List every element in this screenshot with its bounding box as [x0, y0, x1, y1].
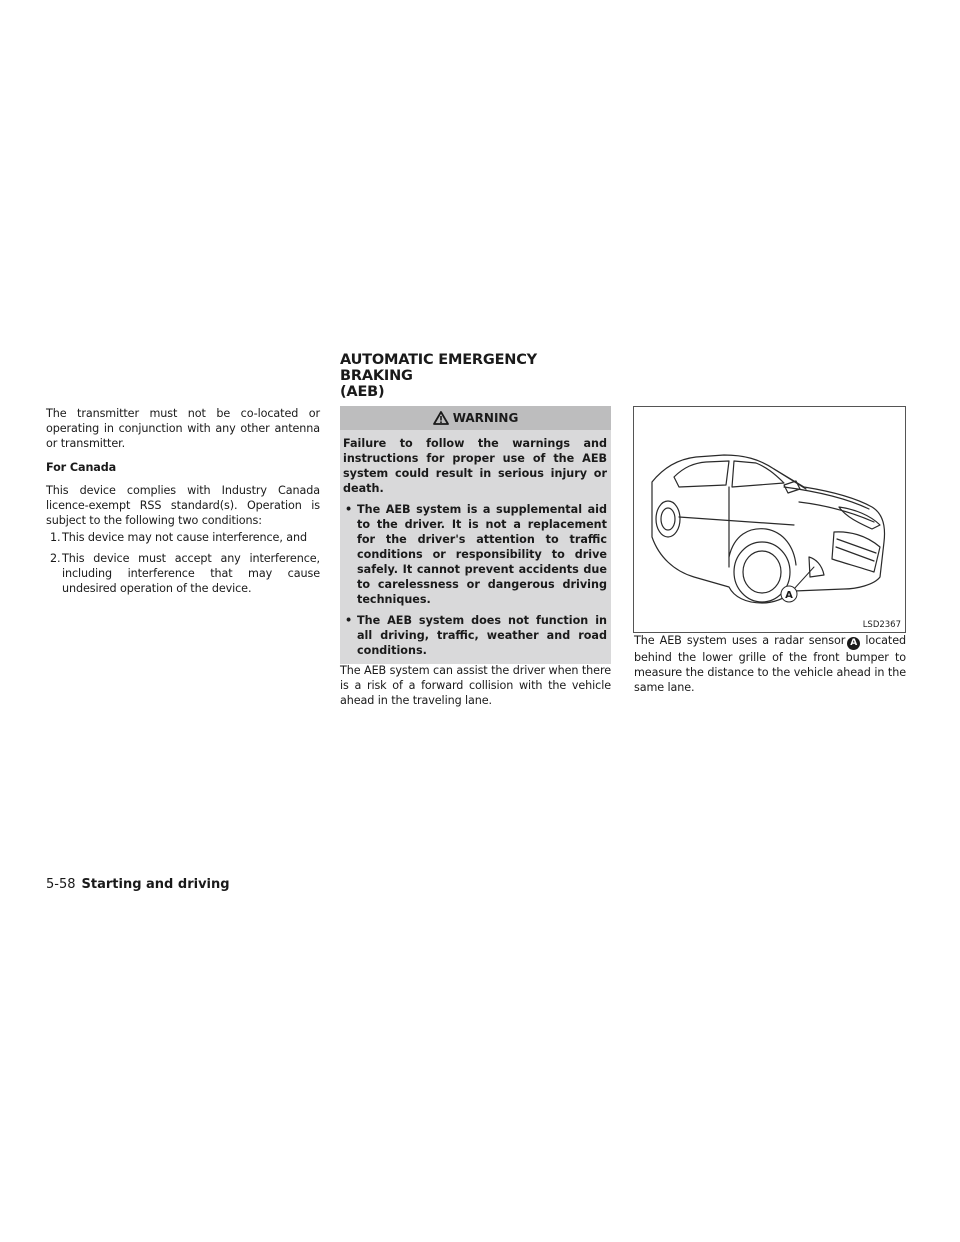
conditions-list	[46, 530, 320, 596]
warning-bullet	[343, 613, 607, 658]
list-item	[46, 530, 320, 545]
list-text: This device must accept any interference, including interference that may cause undesired operation of the device.	[62, 552, 320, 595]
canada-heading: For Canada	[46, 461, 117, 474]
left-column	[46, 406, 320, 602]
intro-paragraph: The transmitter must not be co-located or operating in conjunction with any other antenna or transmitter.	[46, 407, 320, 450]
warning-triangle-icon	[433, 411, 449, 425]
right-text-after: located behind the lower grille of the front bumper to measure the distance to the vehicle ahead in the same lane.	[634, 634, 906, 694]
section-heading-line2: (AEB)	[340, 384, 385, 400]
vehicle-illustration	[634, 407, 905, 632]
warning-intro: Failure to follow the warnings and instructions for proper use of the AEB system could result in serious injury or death.	[343, 437, 607, 495]
page-footer	[46, 877, 230, 892]
list-number: 2.	[50, 552, 61, 565]
callout-label: A	[785, 590, 793, 601]
warning-header	[340, 406, 611, 430]
section-heading-line1: AUTOMATIC EMERGENCY BRAKING	[340, 352, 537, 384]
list-item	[46, 551, 320, 596]
right-paragraph	[634, 633, 906, 695]
figure-code: LSD2367	[862, 620, 901, 630]
warning-bullet-text: The AEB system is a supplemental aid to the driver. It is not a replacement for the driver's attention to traffic conditions or responsibility to drive safely. It cannot prevent accidents due to carelessness or dangerous driving techniques.	[357, 503, 607, 606]
list-text: This device may not cause interference, and	[62, 531, 308, 544]
list-number: 1.	[50, 531, 61, 544]
page-number: 5-58	[46, 877, 76, 892]
warning-box	[340, 406, 611, 664]
section-heading	[340, 352, 611, 400]
warning-bullet-text: The AEB system does not function in all driving, traffic, weather and road conditions.	[357, 614, 607, 657]
warning-title: WARNING	[452, 411, 519, 425]
middle-paragraph: The AEB system can assist the driver when there is a risk of a forward collision with the vehicle ahead in the traveling lane.	[340, 664, 611, 707]
warning-body	[340, 430, 611, 664]
sensor-marker-icon: A	[847, 637, 860, 650]
warning-bullet	[343, 502, 607, 607]
bullet-dot: •	[345, 503, 353, 516]
canada-paragraph: This device complies with Industry Canada licence-exempt RSS standard(s). Operation is subject to the following two conditions:	[46, 484, 320, 527]
bullet-dot: •	[345, 614, 353, 627]
right-text-before: The AEB system uses a radar sensor	[634, 634, 846, 647]
chapter-title: Starting and driving	[81, 877, 230, 892]
vehicle-figure	[633, 406, 906, 633]
